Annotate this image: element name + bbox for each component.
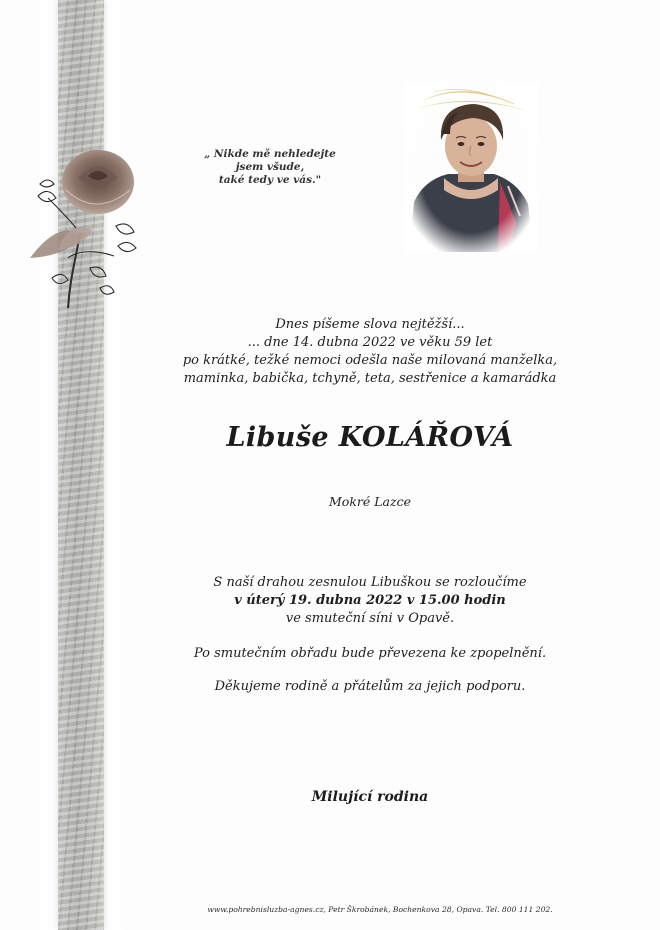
ceremony-intro: S naší drahou zesnulou Libuškou se rozloučíme bbox=[213, 575, 527, 590]
cremation-note: Po smutečním obřadu bude převezena ke zpopelnění. bbox=[193, 646, 547, 661]
rose-icon bbox=[18, 138, 158, 313]
memorial-quote bbox=[190, 148, 350, 187]
quote-line: jsem všude, bbox=[235, 161, 305, 173]
portrait-photo bbox=[404, 82, 538, 252]
announcement-text bbox=[140, 316, 600, 388]
announcement-line: Dnes píšeme slova nejtěžší... bbox=[275, 317, 465, 332]
thanks-note: Děkujeme rodině a přátelům za jejich podporu. bbox=[214, 679, 526, 694]
deceased-name: Libuše KOLÁŘOVÁ bbox=[226, 422, 514, 453]
funeral-service-footer: www.pohrebnisluzba-agnes.cz, Petr Škrobánek, Bochenkova 28, Opava. Tel. 800 111 202. bbox=[207, 905, 553, 914]
announcement-line: ... dne 14. dubna 2022 ve věku 59 let bbox=[247, 335, 493, 350]
ceremony-details bbox=[140, 574, 600, 628]
ceremony-venue: ve smuteční síni v Opavě. bbox=[285, 611, 455, 626]
deceased-place: Mokré Lazce bbox=[329, 494, 411, 509]
signature: Milující rodina bbox=[311, 789, 429, 805]
announcement-line: maminka, babička, tchyně, teta, sestřenice a kamarádka bbox=[183, 371, 557, 386]
announcement-line: po krátké, težké nemoci odešla naše milovaná manželka, bbox=[182, 353, 558, 368]
quote-line: také tedy ve vás." bbox=[218, 174, 322, 186]
ceremony-datetime: v úterý 19. dubna 2022 v 15.00 hodin bbox=[234, 593, 506, 608]
quote-line: „ Nikde mě nehledejte bbox=[204, 148, 336, 160]
